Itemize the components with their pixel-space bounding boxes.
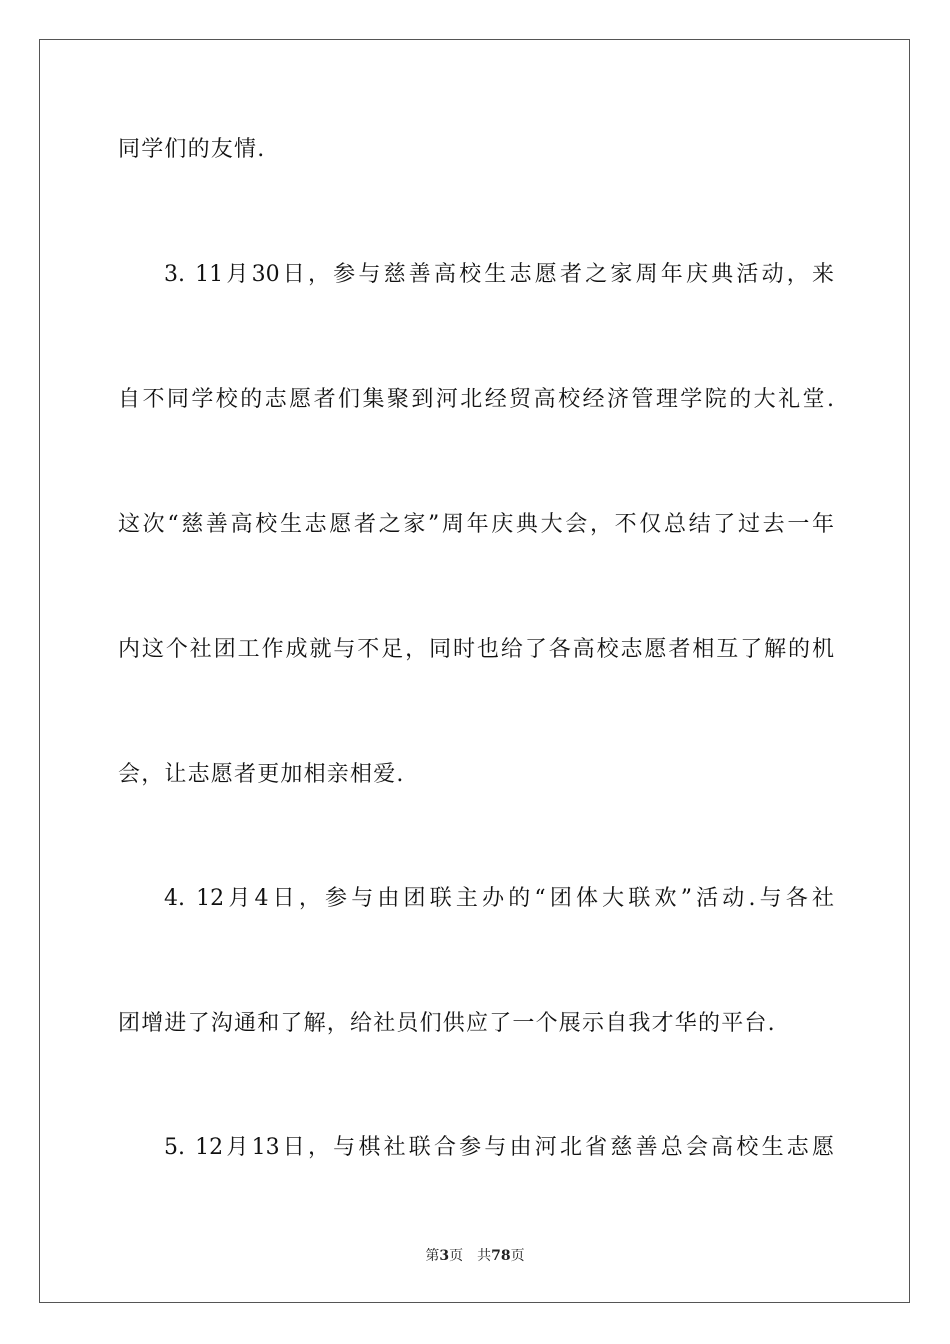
total-prefix: 共 <box>477 1248 492 1264</box>
text-line-7: 4. 12月4日，参与由团联主办的“团体大联欢”活动.与各社 <box>164 886 834 911</box>
text-line-2: 3. 11月30日，参与慈善高校生志愿者之家周年庆典活动，来 <box>164 262 834 287</box>
page-number: 3 <box>439 1248 450 1264</box>
page-suffix: 页 <box>449 1248 464 1264</box>
page-border <box>39 39 910 1303</box>
page-prefix: 第 <box>425 1248 440 1264</box>
text-line-1: 同学们的友情. <box>118 137 266 162</box>
text-line-8: 团增进了沟通和了解，给社员们供应了一个展示自我才华的平台. <box>118 1011 776 1036</box>
page-footer <box>0 1247 950 1265</box>
total-pages: 78 <box>491 1248 511 1264</box>
text-line-3: 自不同学校的志愿者们集聚到河北经贸高校经济管理学院的大礼堂. <box>118 387 834 412</box>
text-line-4: 这次“慈善高校生志愿者之家”周年庆典大会，不仅总结了过去一年 <box>118 512 834 537</box>
text-line-9: 5. 12月13日，与棋社联合参与由河北省慈善总会高校生志愿 <box>164 1135 834 1160</box>
text-line-6: 会，让志愿者更加相亲相爱. <box>118 762 405 787</box>
text-line-5: 内这个社团工作成就与不足，同时也给了各高校志愿者相互了解的机 <box>118 637 834 662</box>
total-suffix: 页 <box>510 1248 525 1264</box>
